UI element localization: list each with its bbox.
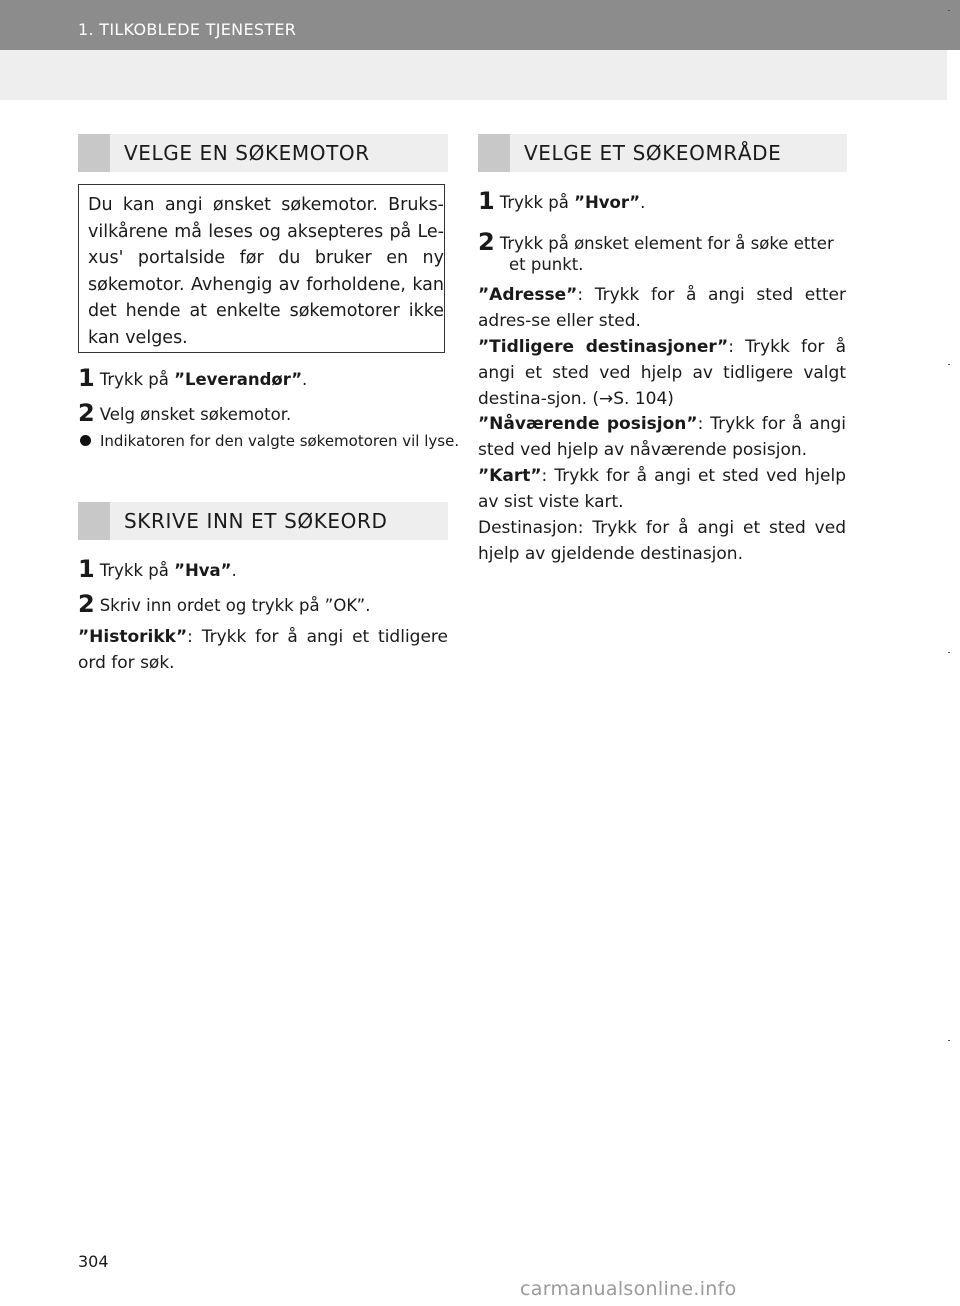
option-text: Destinasjon: Trykk for å angi et sted ved hjelp av gjeldende destinasjon. [478,518,846,564]
step-number: 1 [78,555,95,583]
section-header-search-area [478,134,847,172]
option-keyword: ”Kart” [478,466,542,486]
section-header-search-term [78,502,448,540]
step-text: Trykk på [499,193,575,212]
crop-mark [948,652,950,653]
step-choose-engine [78,399,291,427]
history-keyword: ”Historikk” [78,627,188,647]
section-header-search-engine [78,134,448,172]
page-number: 304 [78,1252,109,1271]
option-text: : Trykk for å angi sted etter adres-se eller sted. [478,285,846,331]
chapter-header-bar [0,0,960,50]
header-sub-band [0,50,947,100]
step-provider: 1 Trykk på ”Leverandør”. [78,364,308,392]
option-keyword: ”Nåværende posisjon” [478,414,698,434]
bullet-dot-icon [80,435,91,446]
option-previous-destinations [478,334,846,412]
section-title: SKRIVE INN ET SØKEORD [124,509,388,533]
step-select-element-continued [509,255,584,274]
intro-text: Du kan angi ønsket søkemotor. Bruks-vilkårene må leses og aksepteres på Le-xus' portalside før du bruker en ny søkemotor. Avhengig av forholdene, kan det hende at enkelte søkemotorer ikke kan velges. [88,195,444,348]
intro-box [78,184,445,353]
option-map [478,463,846,515]
option-address [478,282,846,334]
step-number: 1 [478,187,495,215]
step-text: et punkt. [509,255,584,274]
step-keyword: ”Hva” [174,561,232,580]
chapter-title: 1. TILKOBLEDE TJENESTER [78,20,297,39]
crop-mark [948,364,950,365]
section-header-marker [478,134,510,172]
option-keyword: ”Adresse” [478,285,578,305]
step-text: Trykk på [99,561,175,580]
step-where: 1 Trykk på ”Hvor”. [478,187,646,215]
section-header-marker [78,134,110,172]
bullet-text: Indikatoren for den valgte søkemotoren vil lyse. [100,432,460,450]
section-header-marker [78,502,110,540]
section-title: VELGE ET SØKEOMRÅDE [524,141,782,165]
step-text: Skriv inn ordet og trykk på ”OK”. [99,596,371,615]
option-keyword: ”Tidligere destinasjoner” [478,337,729,357]
step-number: 1 [78,364,95,392]
crop-mark [948,1040,950,1041]
history-text: : Trykk for å angi et tidligere ord for søk. [78,627,448,673]
step-what: 1 Trykk på ”Hva”. [78,555,237,583]
bullet-note [78,430,472,452]
option-text: : Trykk for å angi et sted ved hjelp av tidligere valgt destina-sjon. (→S. 104) [478,337,846,409]
watermark: carmanualsonline.info [520,1278,737,1300]
step-number: 2 [78,590,95,618]
option-destination [478,515,846,567]
step-number: 2 [78,399,95,427]
step-text: Trykk på ønsket element for å søke etter [499,234,834,253]
option-text: : Trykk for å angi et sted ved hjelp av sist viste kart. [478,466,846,512]
step-text: Velg ønsket søkemotor. [99,405,292,424]
step-select-element [478,228,834,256]
option-text: : Trykk for å angi sted ved hjelp av nåværende posisjon. [478,414,846,460]
section-title: VELGE EN SØKEMOTOR [124,141,370,165]
step-text: Trykk på [99,370,175,389]
step-keyword: ”Hvor” [574,193,641,212]
step-enter-word [78,590,370,618]
crop-mark [948,10,950,11]
step-keyword: ”Leverandør” [174,370,303,389]
step-number: 2 [478,228,495,256]
option-current-position [478,411,846,463]
history-paragraph [78,624,448,676]
